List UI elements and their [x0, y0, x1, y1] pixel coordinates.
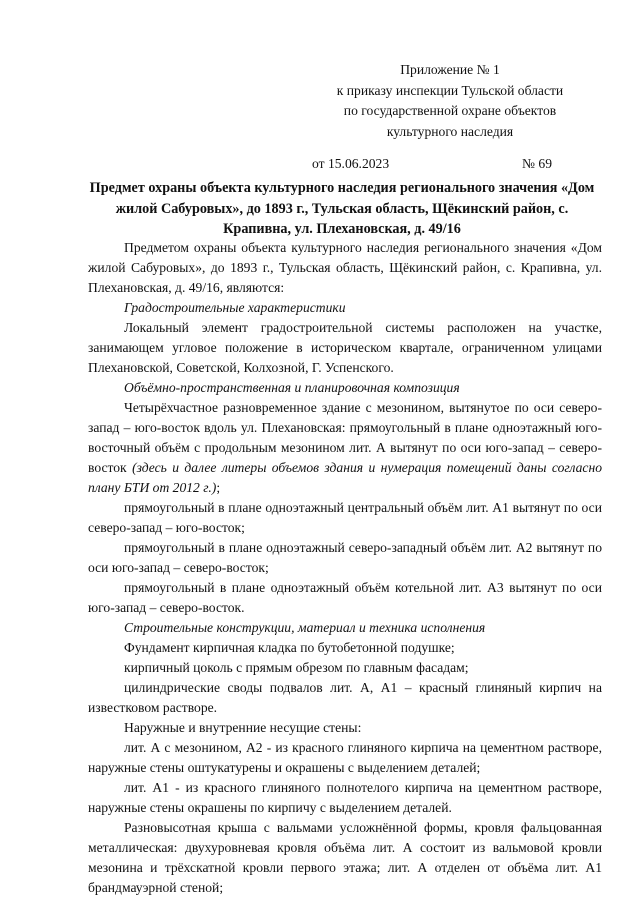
order-date-line: [300, 154, 600, 175]
appendix-header: [300, 60, 600, 175]
paragraph: цилиндрические своды подвалов лит. А, А1 – красный глиняный кирпич на известковом растворе.: [88, 680, 602, 715]
paragraph: Разновысотная крыша с вальмами усложнённой формы, кровля фальцованная металлическая: двухуровневая кровля объёма лит. А состоит из вальмовой кровли мезонина и трёхскатной кровли первого этажа; лит. А отделен от объёма лит. А1 брандмауэрной стеной;: [88, 820, 602, 895]
section-heading-composition: Объёмно-пространственная и планировочная композиция: [124, 380, 460, 395]
appendix-line-1: Приложение № 1: [400, 62, 500, 77]
document-body: [88, 238, 602, 898]
paragraph: кирпичный цоколь с прямым обрезом по главным фасадам;: [124, 660, 469, 675]
paragraph: Локальный элемент градостроительной системы расположен на участке, занимающем угловое положение в историческом квартале, ограниченном улицами Плехановской, Советской, Колхозной, Г. Успенского.: [88, 320, 602, 375]
paragraph: прямоугольный в плане одноэтажный северо-западный объём лит. А2 вытянут по оси юго-запад – северо-восток;: [88, 540, 602, 575]
document-title: Предмет охраны объекта культурного наследия регионального значения «Дом жилой Сабуровых», до 1893 г., Тульская область, Щёкинский район, с. Крапивна, ул. Плехановская, д. 49/16: [89, 180, 595, 237]
paragraph: прямоугольный в плане одноэтажный центральный объём лит. А1 вытянут по оси северо-запад – юго-восток;: [88, 500, 602, 535]
intro-paragraph: Предметом охраны объекта культурного наследия регионального значения «Дом жилой Сабуровых», до 1893 г., Тульская область, Щёкинский район, с. Крапивна, ул. Плехановская, д. 49/16, являются:: [88, 240, 602, 295]
order-number: № 69: [522, 156, 552, 171]
paragraph-end: ;: [216, 480, 221, 495]
paragraph: [88, 398, 602, 498]
paragraph: лит. А1 - из красного глиняного полнотелого кирпича на цементном растворе, наружные стены окрашены по кирпичу с выделением деталей.: [88, 780, 602, 815]
section-heading-urban: Градостроительные характеристики: [124, 300, 346, 315]
paragraph: Фундамент кирпичная кладка по бутобетонной подушке;: [124, 640, 455, 655]
appendix-line-4: культурного наследия: [386, 123, 514, 139]
paragraph-text: Четырёхчастное разновременное здание с мезонином, вытянутое по оси северо-запад – юго-восток вдоль ул. Плехановская: прямоугольный в плане одноэтажный юго-восточный объём с продольным мезонином лит. А вытянут по оси юго-запад – северо-восток: [88, 400, 602, 475]
paragraph: лит. А с мезонином, А2 - из красного глиняного кирпича на цементном растворе, наружные стены оштукатурены и окрашены с выделением деталей;: [88, 740, 602, 775]
order-date: от 15.06.2023: [312, 156, 390, 171]
paragraph: Наружные и внутренние несущие стены:: [124, 720, 362, 735]
section-heading-construction: Строительные конструкции, материал и техника исполнения: [124, 620, 486, 635]
note-text: (здесь и далее литеры объемов здания и нумерация помещений даны согласно плану БТИ от 2012 г.): [88, 460, 602, 495]
appendix-line-3: по государственной охране объектов: [343, 103, 557, 118]
paragraph: прямоугольный в плане одноэтажный объём котельной лит. А3 вытянут по оси юго-запад – северо-восток.: [88, 580, 602, 615]
appendix-line-2: к приказу инспекции Тульской области: [336, 82, 564, 98]
